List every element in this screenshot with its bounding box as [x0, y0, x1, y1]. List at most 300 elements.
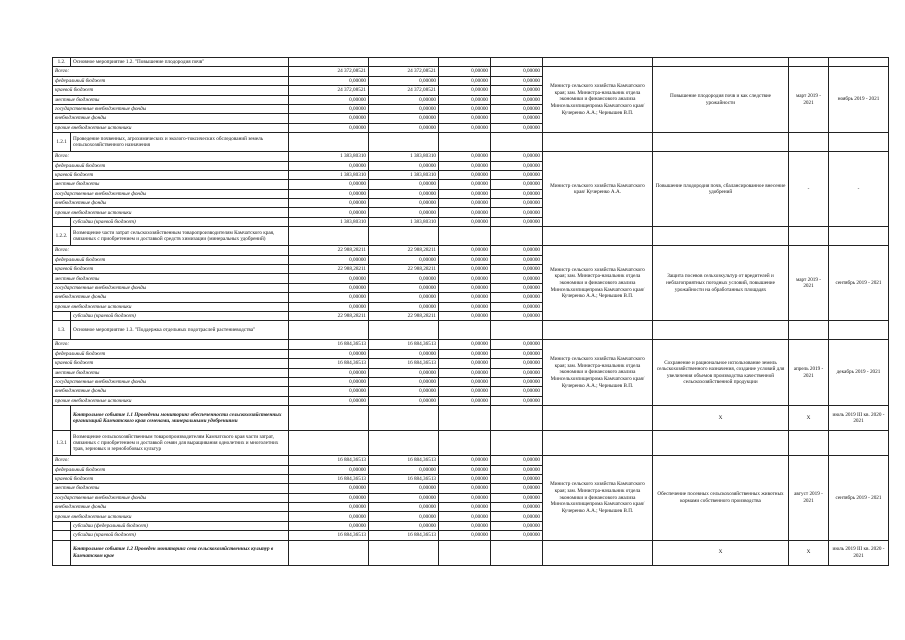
amount-cell: 0,00000 — [439, 456, 491, 465]
block-header-row — [53, 133, 889, 152]
table-row — [53, 246, 889, 255]
amount-cell: 0,00000 — [289, 521, 369, 530]
amount-cell: 0,00000 — [369, 302, 439, 311]
amount-cell: 24 372,08521 — [289, 67, 369, 76]
amount-cell: 0,00000 — [289, 114, 369, 123]
empty-cell — [829, 321, 889, 340]
empty-cell — [789, 58, 829, 67]
amount-cell: 0,00000 — [369, 521, 439, 530]
amount-cell: 0,00000 — [289, 104, 369, 113]
row-label: субсидии (краевой бюджет) — [71, 311, 289, 320]
row-label: прочие внебюджетные источники — [53, 512, 289, 521]
program-table — [52, 57, 889, 566]
amount-cell: 22 988,28211 — [369, 311, 439, 320]
amount-cell: 22 988,28211 — [289, 246, 369, 255]
empty-cell — [491, 406, 543, 431]
row-label: государственные внебюджетные фонды — [53, 104, 289, 113]
amount-cell: 0,00000 — [369, 114, 439, 123]
amount-cell: 0,00000 — [491, 340, 543, 349]
amount-cell: 0,00000 — [491, 512, 543, 521]
amount-cell: 0,00000 — [491, 349, 543, 358]
row-label: Всего: — [53, 152, 289, 161]
empty-cell — [369, 133, 439, 152]
empty-cell — [439, 321, 491, 340]
control-event-text: Контрольное событие 1.2 Проведен мониторинг сева сельскохозяйственных культур в Камчатском крае — [71, 540, 289, 565]
empty-cell — [543, 321, 653, 340]
amount-cell: 0,00000 — [439, 465, 491, 474]
amount-cell: 0,00000 — [289, 293, 369, 302]
row-label: субсидии (краевой бюджет) — [71, 531, 289, 540]
amount-cell: 16 884,36513 — [369, 531, 439, 540]
empty-cell — [829, 227, 889, 246]
amount-cell: 0,00000 — [439, 265, 491, 274]
amount-cell: 0,00000 — [439, 114, 491, 123]
amount-cell: 0,00000 — [439, 208, 491, 217]
row-label: федеральный бюджет — [53, 161, 289, 170]
row-label: краевой бюджет — [53, 474, 289, 483]
amount-cell: 0,00000 — [289, 76, 369, 85]
empty-cell — [53, 217, 71, 226]
amount-cell: 1 383,80310 — [369, 170, 439, 179]
empty-cell — [289, 406, 369, 431]
block-header-row — [53, 321, 889, 340]
amount-cell: 1 383,80310 — [289, 217, 369, 226]
amount-cell: 0,00000 — [491, 123, 543, 132]
amount-cell: 0,00000 — [369, 95, 439, 104]
row-label: государственные внебюджетные фонды — [53, 189, 289, 198]
period-cell: сентябрь 2019 - 2021 — [829, 456, 889, 541]
row-label: местные бюджеты — [53, 180, 289, 189]
amount-cell: 0,00000 — [491, 484, 543, 493]
row-label: Всего: — [53, 67, 289, 76]
empty-cell — [543, 431, 653, 456]
empty-cell — [491, 431, 543, 456]
empty-cell — [543, 227, 653, 246]
result-cell: Повышение плодородия почв, сбалансированное внесение удобрений — [653, 152, 789, 227]
amount-cell: 0,00000 — [491, 208, 543, 217]
empty-cell — [53, 540, 71, 565]
row-label: прочие внебюджетные источники — [53, 208, 289, 217]
row-label: местные бюджеты — [53, 484, 289, 493]
executor-cell: Министр сельского хозяйства Камчатского края/ Кучеренко А.А. — [543, 152, 653, 227]
amount-cell: 0,00000 — [369, 123, 439, 132]
empty-cell — [789, 321, 829, 340]
period-cell: сентябрь 2019 - 2021 — [829, 246, 889, 321]
amount-cell: 0,00000 — [289, 302, 369, 311]
control-x: Х — [653, 406, 789, 431]
amount-cell: 0,00000 — [439, 340, 491, 349]
row-label: местные бюджеты — [53, 368, 289, 377]
amount-cell: 0,00000 — [289, 484, 369, 493]
control-x: Х — [789, 540, 829, 565]
amount-cell: 0,00000 — [289, 199, 369, 208]
amount-cell: 0,00000 — [439, 302, 491, 311]
period-cell: - — [829, 152, 889, 227]
amount-cell: 0,00000 — [491, 104, 543, 113]
amount-cell: 0,00000 — [491, 311, 543, 320]
result-cell: Сохранение и рациональное использование земель сельскохозяйственного назначения, создание условий для увеличения объемов производства качественной сельскохозяйственной продукции — [653, 340, 789, 406]
control-event-text: Контрольное событие 1.1 Проведены мониторинг обеспеченности сельскохозяйственных организаций Камчатского края семенами, минеральными удобрениями — [71, 406, 289, 431]
control-x: Х — [789, 406, 829, 431]
empty-cell — [289, 58, 369, 67]
empty-cell — [439, 431, 491, 456]
result-cell: Повышение плодородия почв и как следствие урожайности — [653, 67, 789, 133]
result-cell: Обеспечение посевных сельскохозяйственных животных кормами собственного производства — [653, 456, 789, 541]
empty-cell — [829, 431, 889, 456]
amount-cell: 0,00000 — [491, 86, 543, 95]
row-label: прочие внебюджетные источники — [53, 302, 289, 311]
amount-cell: 0,00000 — [289, 208, 369, 217]
row-label: прочие внебюджетные источники — [53, 396, 289, 405]
row-label: местные бюджеты — [53, 95, 289, 104]
block-code: 1.3.1 — [53, 431, 71, 456]
amount-cell: 0,00000 — [491, 246, 543, 255]
empty-cell — [543, 540, 653, 565]
term-cell: март 2019 - 2021 — [789, 67, 829, 133]
empty-cell — [53, 531, 71, 540]
block-code: 1.2.2. — [53, 227, 71, 246]
empty-cell — [653, 133, 789, 152]
amount-cell: 24 372,08521 — [289, 86, 369, 95]
amount-cell: 1 383,80310 — [369, 217, 439, 226]
amount-cell: 0,00000 — [369, 104, 439, 113]
empty-cell — [829, 58, 889, 67]
empty-cell — [439, 133, 491, 152]
amount-cell: 0,00000 — [439, 503, 491, 512]
amount-cell: 0,00000 — [369, 293, 439, 302]
amount-cell: 0,00000 — [491, 293, 543, 302]
block-title: Основное мероприятие 1.3. "Поддержка отдельных подотраслей растениеводства" — [71, 321, 289, 340]
empty-cell — [439, 406, 491, 431]
amount-cell: 0,00000 — [439, 152, 491, 161]
empty-cell — [491, 58, 543, 67]
amount-cell: 0,00000 — [491, 199, 543, 208]
term-cell: август 2019 - 2021 — [789, 456, 829, 541]
amount-cell: 0,00000 — [289, 283, 369, 292]
amount-cell: 0,00000 — [491, 274, 543, 283]
amount-cell: 0,00000 — [369, 503, 439, 512]
row-label: федеральный бюджет — [53, 255, 289, 264]
amount-cell: 16 884,36513 — [369, 340, 439, 349]
amount-cell: 22 988,28211 — [289, 265, 369, 274]
amount-cell: 0,00000 — [439, 512, 491, 521]
amount-cell: 0,00000 — [289, 377, 369, 386]
block-title: Возмещение сельскохозяйственным товаропроизводителям Камчатского края части затрат, связанных с приобретением и доставкой семян для выращивания однолетних и многолетних трав, зерновых и зернобобовых культур — [71, 431, 289, 456]
amount-cell: 0,00000 — [439, 474, 491, 483]
amount-cell: 0,00000 — [491, 265, 543, 274]
empty-cell — [369, 321, 439, 340]
amount-cell: 0,00000 — [369, 199, 439, 208]
amount-cell: 0,00000 — [491, 255, 543, 264]
row-label: краевой бюджет — [53, 265, 289, 274]
amount-cell: 0,00000 — [369, 368, 439, 377]
row-label: прочие внебюджетные источники — [53, 123, 289, 132]
amount-cell: 0,00000 — [439, 396, 491, 405]
block-code: 1.2.1 — [53, 133, 71, 152]
amount-cell: 0,00000 — [491, 67, 543, 76]
amount-cell: 16 884,36513 — [289, 474, 369, 483]
amount-cell: 0,00000 — [491, 521, 543, 530]
amount-cell: 0,00000 — [491, 189, 543, 198]
amount-cell: 0,00000 — [491, 474, 543, 483]
row-label: субсидии (федеральный бюджет) — [71, 521, 289, 530]
term-cell: - — [789, 152, 829, 227]
amount-cell: 0,00000 — [289, 387, 369, 396]
amount-cell: 0,00000 — [369, 189, 439, 198]
amount-cell: 0,00000 — [439, 521, 491, 530]
amount-cell: 0,00000 — [491, 283, 543, 292]
row-label: внебюджетные фонды — [53, 293, 289, 302]
empty-cell — [789, 431, 829, 456]
amount-cell: 0,00000 — [491, 377, 543, 386]
empty-cell — [653, 227, 789, 246]
amount-cell: 0,00000 — [369, 283, 439, 292]
amount-cell: 0,00000 — [491, 456, 543, 465]
row-label: местные бюджеты — [53, 274, 289, 283]
amount-cell: 0,00000 — [439, 377, 491, 386]
amount-cell: 1 383,80310 — [369, 152, 439, 161]
amount-cell: 0,00000 — [289, 123, 369, 132]
row-label: Всего: — [53, 246, 289, 255]
table-body — [53, 58, 889, 566]
empty-cell — [653, 431, 789, 456]
amount-cell: 0,00000 — [439, 161, 491, 170]
empty-cell — [491, 133, 543, 152]
amount-cell: 0,00000 — [491, 465, 543, 474]
amount-cell: 0,00000 — [439, 484, 491, 493]
amount-cell: 16 884,36513 — [289, 456, 369, 465]
amount-cell: 16 884,36513 — [289, 531, 369, 540]
empty-cell — [439, 227, 491, 246]
amount-cell: 22 988,28211 — [369, 246, 439, 255]
amount-cell: 22 988,28211 — [289, 311, 369, 320]
empty-cell — [543, 133, 653, 152]
amount-cell: 0,00000 — [289, 396, 369, 405]
block-title: Проведение почвенных, агрохимических и эколого-токсических обследований земель сельскохозяйственного назначения — [71, 133, 289, 152]
row-label: федеральный бюджет — [53, 76, 289, 85]
amount-cell: 0,00000 — [369, 377, 439, 386]
empty-cell — [439, 58, 491, 67]
table-row — [53, 152, 889, 161]
block-code: 1.3. — [53, 321, 71, 340]
amount-cell: 1 383,80310 — [289, 170, 369, 179]
block-header-row — [53, 431, 889, 456]
amount-cell: 0,00000 — [289, 493, 369, 502]
amount-cell: 0,00000 — [369, 161, 439, 170]
amount-cell: 0,00000 — [491, 359, 543, 368]
empty-cell — [289, 431, 369, 456]
empty-cell — [653, 321, 789, 340]
empty-cell — [53, 521, 71, 530]
amount-cell: 1 383,80310 — [289, 152, 369, 161]
amount-cell: 0,00000 — [439, 86, 491, 95]
amount-cell: 0,00000 — [439, 246, 491, 255]
amount-cell: 0,00000 — [491, 180, 543, 189]
row-label: государственные внебюджетные фонды — [53, 283, 289, 292]
empty-cell — [439, 540, 491, 565]
amount-cell: 0,00000 — [289, 465, 369, 474]
period-cell: декабрь 2019 - 2021 — [829, 340, 889, 406]
empty-cell — [53, 311, 71, 320]
empty-cell — [369, 540, 439, 565]
block-header-row — [53, 58, 889, 67]
amount-cell: 16 884,36513 — [289, 340, 369, 349]
amount-cell: 0,00000 — [439, 493, 491, 502]
table-row — [53, 67, 889, 76]
amount-cell: 0,00000 — [289, 161, 369, 170]
row-label: внебюджетные фонды — [53, 114, 289, 123]
amount-cell: 0,00000 — [289, 349, 369, 358]
amount-cell: 0,00000 — [491, 161, 543, 170]
amount-cell: 0,00000 — [491, 95, 543, 104]
empty-cell — [543, 58, 653, 67]
amount-cell: 0,00000 — [491, 302, 543, 311]
amount-cell: 0,00000 — [439, 283, 491, 292]
amount-cell: 0,00000 — [491, 503, 543, 512]
amount-cell: 0,00000 — [289, 274, 369, 283]
row-label: внебюджетные фонды — [53, 199, 289, 208]
empty-cell — [289, 321, 369, 340]
amount-cell: 0,00000 — [289, 512, 369, 521]
amount-cell: 0,00000 — [289, 180, 369, 189]
row-label: Всего: — [53, 340, 289, 349]
row-label: государственные внебюджетные фонды — [53, 377, 289, 386]
amount-cell: 0,00000 — [289, 95, 369, 104]
amount-cell: 0,00000 — [491, 114, 543, 123]
table-row — [53, 340, 889, 349]
amount-cell: 0,00000 — [289, 503, 369, 512]
amount-cell: 0,00000 — [439, 189, 491, 198]
amount-cell: 0,00000 — [439, 123, 491, 132]
amount-cell: 0,00000 — [439, 387, 491, 396]
amount-cell: 0,00000 — [369, 465, 439, 474]
empty-cell — [829, 133, 889, 152]
executor-cell: Министр сельского хозяйства Камчатского края; зам. Министра-начальник отдела экономики и финансового анализа Минсельхозпищепрома Камчатского края/Кучеренко А.А.; Чернышев В.П. — [543, 340, 653, 406]
amount-cell: 0,00000 — [439, 67, 491, 76]
amount-cell: 22 988,28211 — [369, 265, 439, 274]
block-title: Основное мероприятие 1.2. "Повышение плодородия почв" — [71, 58, 289, 67]
row-label: внебюджетные фонды — [53, 503, 289, 512]
amount-cell: 16 884,36513 — [369, 359, 439, 368]
row-label: краевой бюджет — [53, 170, 289, 179]
executor-cell: Министр сельского хозяйства Камчатского края; зам. Министра-начальник отдела экономики и финансового анализа Минсельхозпищепрома Камчатского края/Кучеренко А.А.; Чернышев В.П. — [543, 456, 653, 541]
amount-cell: 0,00000 — [439, 217, 491, 226]
empty-cell — [789, 133, 829, 152]
amount-cell: 16 884,36513 — [369, 456, 439, 465]
amount-cell: 0,00000 — [439, 531, 491, 540]
amount-cell: 0,00000 — [439, 76, 491, 85]
empty-cell — [543, 406, 653, 431]
row-label: Всего: — [53, 456, 289, 465]
row-label: краевой бюджет — [53, 86, 289, 95]
block-code: 1.2. — [53, 58, 71, 67]
amount-cell: 24 372,08521 — [369, 86, 439, 95]
empty-cell — [789, 227, 829, 246]
amount-cell: 0,00000 — [439, 199, 491, 208]
amount-cell: 0,00000 — [439, 368, 491, 377]
report-sheet — [52, 57, 888, 617]
amount-cell: 0,00000 — [369, 208, 439, 217]
row-label: краевой бюджет — [53, 359, 289, 368]
row-label: государственные внебюджетные фонды — [53, 493, 289, 502]
amount-cell: 0,00000 — [439, 255, 491, 264]
amount-cell: 0,00000 — [369, 493, 439, 502]
amount-cell: 0,00000 — [369, 396, 439, 405]
control-x: Х — [653, 540, 789, 565]
row-label: субсидии (краевой бюджет) — [71, 217, 289, 226]
control-event-row — [53, 406, 889, 431]
table-row — [53, 456, 889, 465]
empty-cell — [491, 227, 543, 246]
empty-cell — [369, 58, 439, 67]
amount-cell: 0,00000 — [369, 349, 439, 358]
amount-cell: 0,00000 — [369, 512, 439, 521]
amount-cell: 0,00000 — [491, 387, 543, 396]
block-header-row — [53, 227, 889, 246]
amount-cell: 16 884,36513 — [289, 359, 369, 368]
amount-cell: 0,00000 — [439, 311, 491, 320]
amount-cell: 0,00000 — [369, 180, 439, 189]
amount-cell: 0,00000 — [439, 104, 491, 113]
period-cell: ноябрь 2019 - 2021 — [829, 67, 889, 133]
empty-cell — [369, 431, 439, 456]
amount-cell: 16 884,36513 — [369, 474, 439, 483]
term-cell: март 2019 - 2021 — [789, 246, 829, 321]
amount-cell: 0,00000 — [369, 76, 439, 85]
empty-cell — [289, 540, 369, 565]
empty-cell — [289, 227, 369, 246]
executor-cell: Министр сельского хозяйства Камчатского края; зам. Министра-начальник отдела экономики и финансового анализа Минсельхозпищепрома Камчатского края/ Кучеренко А.А.; Чернышев В.П. — [543, 67, 653, 133]
amount-cell: 0,00000 — [491, 217, 543, 226]
amount-cell: 0,00000 — [491, 531, 543, 540]
row-label: федеральный бюджет — [53, 349, 289, 358]
executor-cell: Министр сельского хозяйства Камчатского края; зам. Министра-начальник отдела экономики и финансового анализа Минсельхозпищепрома Камчатского края/Кучеренко А.А.; Чернышев В.П. — [543, 246, 653, 321]
amount-cell: 0,00000 — [491, 368, 543, 377]
amount-cell: 0,00000 — [491, 152, 543, 161]
row-label: федеральный бюджет — [53, 465, 289, 474]
amount-cell: 0,00000 — [289, 255, 369, 264]
amount-cell: 0,00000 — [439, 349, 491, 358]
amount-cell: 0,00000 — [439, 359, 491, 368]
term-cell: апрель 2019 - 2021 — [789, 340, 829, 406]
empty-cell — [369, 227, 439, 246]
amount-cell: 0,00000 — [491, 170, 543, 179]
amount-cell: 0,00000 — [439, 170, 491, 179]
amount-cell: 0,00000 — [369, 255, 439, 264]
empty-cell — [653, 58, 789, 67]
empty-cell — [289, 133, 369, 152]
control-date: июль 2019 III кв. 2020 - 2021 — [829, 540, 889, 565]
amount-cell: 0,00000 — [439, 293, 491, 302]
control-date: июль 2019 III кв. 2020 - 2021 — [829, 406, 889, 431]
amount-cell: 0,00000 — [289, 189, 369, 198]
amount-cell: 0,00000 — [439, 274, 491, 283]
empty-cell — [53, 406, 71, 431]
amount-cell: 0,00000 — [439, 180, 491, 189]
result-cell: Защита посевов сельхозкультур от вредителей и неблагоприятных погодных условий, повышение урожайности на обработанных площадях — [653, 246, 789, 321]
amount-cell: 0,00000 — [439, 95, 491, 104]
row-label: внебюджетные фонды — [53, 387, 289, 396]
amount-cell: 0,00000 — [491, 396, 543, 405]
amount-cell: 0,00000 — [369, 387, 439, 396]
amount-cell: 0,00000 — [491, 76, 543, 85]
empty-cell — [369, 406, 439, 431]
block-title: Возмещение части затрат сельскохозяйственным товаропроизводителям Камчатского края, связанных с приобретением и доставкой средств химизации (минеральных удобрений) — [71, 227, 289, 246]
amount-cell: 24 372,08521 — [369, 67, 439, 76]
empty-cell — [491, 540, 543, 565]
amount-cell: 0,00000 — [369, 274, 439, 283]
empty-cell — [491, 321, 543, 340]
